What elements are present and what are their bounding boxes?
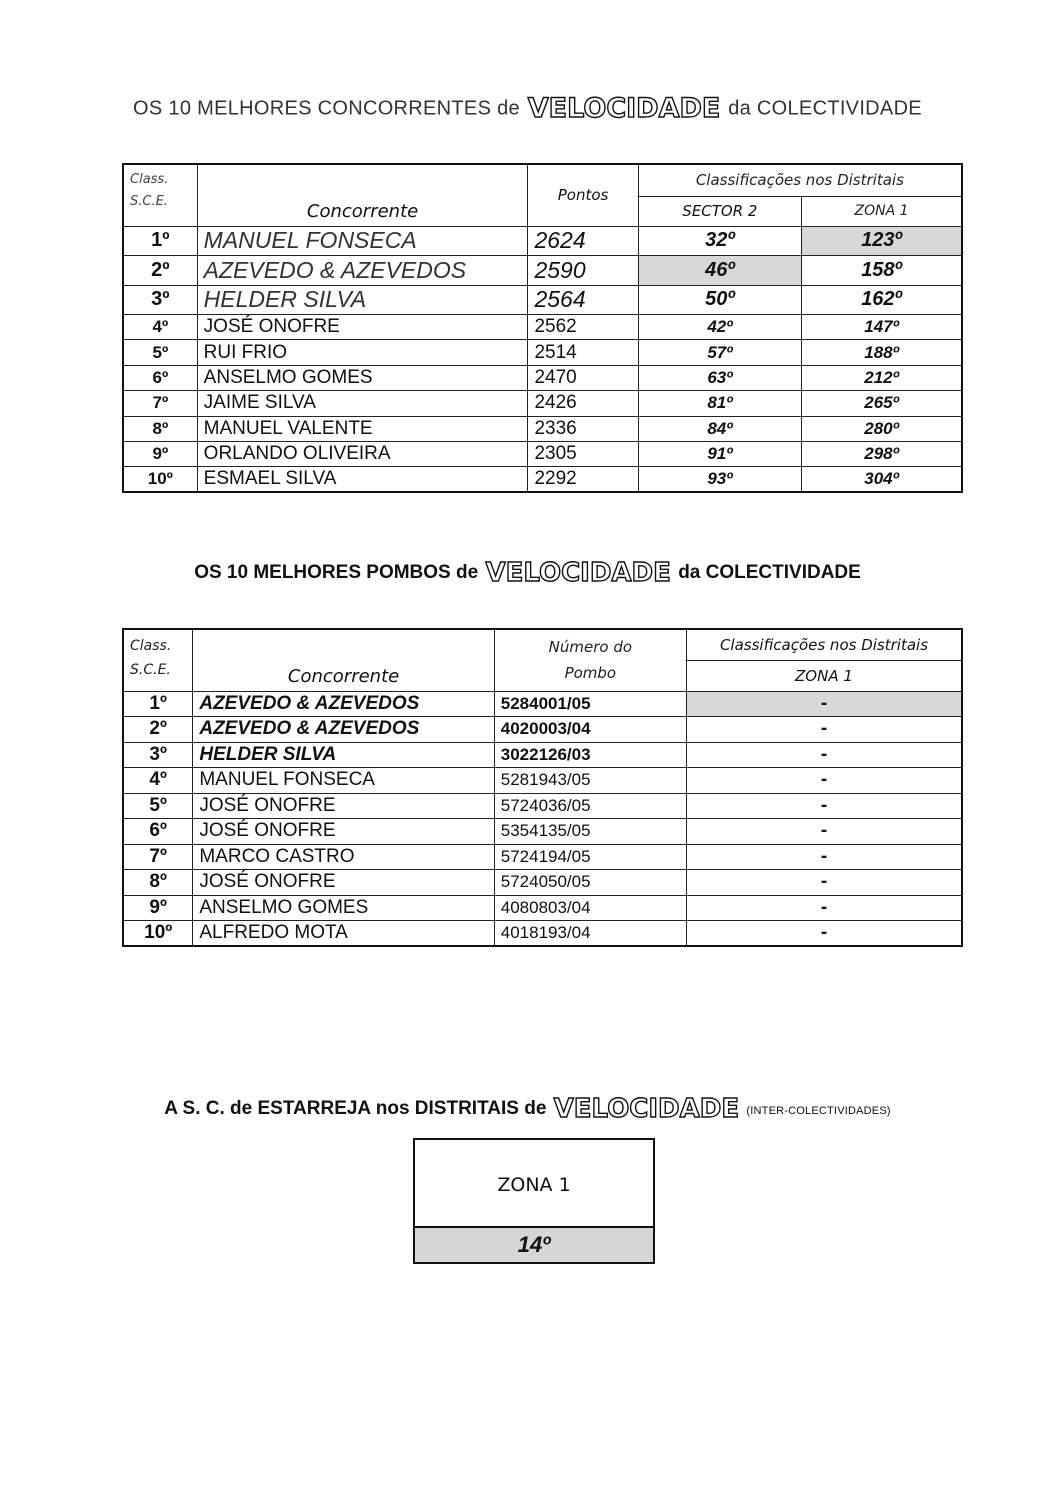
- competitor-row: [123, 256, 962, 286]
- competitor-name: ESMAEL SILVA: [197, 467, 528, 492]
- pigeon-ring-number: 5724050/05: [494, 870, 686, 896]
- district-zona-label: ZONA 1: [497, 1174, 571, 1196]
- pigeon-row: [123, 717, 962, 743]
- pigeon-zona-rank: -: [686, 921, 962, 947]
- pigeon-row: [123, 768, 962, 794]
- pigeon-position: 9º: [123, 895, 193, 921]
- class-header-line2: S.C.E.: [130, 194, 168, 209]
- pigeon-zona-rank: -: [686, 717, 962, 743]
- competitor-sector-rank: 84º: [638, 416, 801, 441]
- competitor-row: [123, 391, 962, 416]
- competitor-zona-rank: 280º: [802, 416, 962, 441]
- competitor-position: 7º: [123, 391, 197, 416]
- competitor-zona-rank: 298º: [802, 441, 962, 466]
- district-zona-value: 14º: [415, 1226, 653, 1262]
- competitor-points: 2514: [528, 340, 638, 365]
- competitor-row: [123, 226, 962, 256]
- zona-header-label: ZONA 1: [854, 203, 909, 219]
- competitor-row: [123, 285, 962, 315]
- competitor-sector-rank: 93º: [638, 467, 801, 492]
- competitor-position: 8º: [123, 416, 197, 441]
- pigeon-position: 6º: [123, 819, 193, 845]
- competitor-points: 2590: [528, 256, 638, 286]
- sector-header-label: SECTOR 2: [682, 201, 758, 220]
- competitor-row: [123, 467, 962, 492]
- pigeon-row: [123, 819, 962, 845]
- pigeon-position: 1º: [123, 691, 193, 717]
- pigeon-zona-rank: -: [686, 844, 962, 870]
- pigeon-ring-number: 4018193/04: [494, 921, 686, 947]
- competitors-header-row-1: [123, 164, 962, 196]
- competitor-position: 10º: [123, 467, 197, 492]
- competitor-row: [123, 340, 962, 365]
- competitor-name: ORLANDO OLIVEIRA: [197, 441, 528, 466]
- competitor-position: 1º: [123, 226, 197, 256]
- pigeons-heading: [0, 560, 1055, 586]
- competitor-sector-rank: 81º: [638, 391, 801, 416]
- competitor-points: 2564: [528, 285, 638, 315]
- competitor-zona-rank: 265º: [802, 391, 962, 416]
- competitor-row: [123, 441, 962, 466]
- pontos-header-label: Pontos: [557, 185, 609, 204]
- pigeon-ring-number: 5284001/05: [494, 691, 686, 717]
- competitor-name: MANUEL FONSECA: [197, 226, 528, 256]
- competitor-sector-rank: 32º: [638, 226, 801, 256]
- district-heading-note: (INTER-COLECTIVIDADES): [746, 1105, 891, 1118]
- pigeon-ring-number: 5281943/05: [494, 768, 686, 794]
- district-result-box: [413, 1138, 655, 1264]
- class-header-line1: Class.: [130, 172, 169, 187]
- pigeon-zona-rank: -: [686, 870, 962, 896]
- numero-header-line1: Número do: [548, 638, 633, 657]
- pigeon-position: 4º: [123, 768, 193, 794]
- competitor-zona-rank: 158º: [802, 256, 962, 286]
- competitor-zona-rank: 162º: [802, 285, 962, 315]
- competitor-sector-rank: 63º: [638, 365, 801, 390]
- competitor-sector-rank: 91º: [638, 441, 801, 466]
- pontos-header: [528, 164, 638, 226]
- pigeon-ring-number: 4020003/04: [494, 717, 686, 743]
- pigeon-class-header: [123, 629, 193, 691]
- numero-header: [494, 629, 686, 691]
- numero-header-line2: Pombo: [564, 664, 617, 683]
- pigeon-classificacoes-header-label: Classificações nos Distritais: [719, 635, 929, 654]
- pigeon-owner-name: ANSELMO GOMES: [193, 895, 494, 921]
- pigeon-owner-name: JOSÉ ONOFRE: [193, 819, 494, 845]
- competitor-name: ANSELMO GOMES: [197, 365, 528, 390]
- velocidade-logo: VELOCIDADE: [485, 558, 671, 588]
- pigeon-zona-header-label: ZONA 1: [795, 666, 853, 685]
- competitor-position: 6º: [123, 365, 197, 390]
- pigeon-position: 5º: [123, 793, 193, 819]
- pigeon-owner-name: MARCO CASTRO: [193, 844, 494, 870]
- pigeon-position: 10º: [123, 921, 193, 947]
- concorrente-header: [197, 164, 528, 226]
- pigeon-class-header-line2: S.C.E.: [130, 662, 171, 678]
- pigeon-class-header-line1: Class.: [130, 638, 172, 654]
- competitor-zona-rank: 304º: [802, 467, 962, 492]
- pigeon-zona-rank: -: [686, 895, 962, 921]
- pigeon-row: [123, 844, 962, 870]
- class-header: [123, 164, 197, 226]
- classificacoes-header: [638, 164, 962, 196]
- pigeon-row: [123, 793, 962, 819]
- competitor-name: JOSÉ ONOFRE: [197, 315, 528, 340]
- competitor-sector-rank: 42º: [638, 315, 801, 340]
- pigeon-zona-rank: -: [686, 793, 962, 819]
- competitor-zona-rank: 147º: [802, 315, 962, 340]
- competitor-sector-rank: 57º: [638, 340, 801, 365]
- competitor-sector-rank: 50º: [638, 285, 801, 315]
- pigeon-owner-name: JOSÉ ONOFRE: [193, 793, 494, 819]
- pigeon-ring-number: 5724036/05: [494, 793, 686, 819]
- pigeon-owner-name: AZEVEDO & AZEVEDOS: [193, 717, 494, 743]
- pigeon-ring-number: 3022126/03: [494, 742, 686, 768]
- pigeon-row: [123, 921, 962, 947]
- pigeon-concorrente-header-label: Concorrente: [287, 665, 400, 687]
- pigeon-zona-rank: -: [686, 691, 962, 717]
- district-heading: [0, 1096, 1055, 1122]
- competitors-heading: [0, 93, 1055, 124]
- competitors-heading-post: da COLECTIVIDADE: [728, 97, 922, 120]
- pigeon-zona-header: [686, 660, 962, 691]
- competitor-sector-rank: 46º: [638, 256, 801, 286]
- pigeon-row: [123, 691, 962, 717]
- competitor-zona-rank: 188º: [802, 340, 962, 365]
- pigeons-heading-post: da COLECTIVIDADE: [678, 562, 861, 584]
- pigeon-row: [123, 895, 962, 921]
- competitor-points: 2336: [528, 416, 638, 441]
- competitor-zona-rank: 123º: [802, 226, 962, 256]
- pigeon-ring-number: 5724194/05: [494, 844, 686, 870]
- pigeon-owner-name: ALFREDO MOTA: [193, 921, 494, 947]
- competitor-row: [123, 365, 962, 390]
- velocidade-logo: VELOCIDADE: [553, 1094, 740, 1124]
- competitor-position: 2º: [123, 256, 197, 286]
- pigeon-zona-rank: -: [686, 819, 962, 845]
- pigeons-table: [122, 628, 963, 947]
- pigeon-owner-name: JOSÉ ONOFRE: [193, 870, 494, 896]
- competitor-points: 2562: [528, 315, 638, 340]
- competitor-row: [123, 416, 962, 441]
- district-heading-pre: A S. C. de ESTARREJA nos DISTRITAIS de: [164, 1098, 547, 1120]
- sector-header: [638, 196, 801, 226]
- competitor-zona-rank: 212º: [802, 365, 962, 390]
- zona-header: [802, 196, 962, 226]
- competitor-points: 2624: [528, 226, 638, 256]
- pigeon-owner-name: MANUEL FONSECA: [193, 768, 494, 794]
- pigeon-ring-number: 4080803/04: [494, 895, 686, 921]
- pigeon-owner-name: HELDER SILVA: [193, 742, 494, 768]
- pigeon-position: 2º: [123, 717, 193, 743]
- competitor-name: MANUEL VALENTE: [197, 416, 528, 441]
- competitor-points: 2470: [528, 365, 638, 390]
- competitors-heading-pre: OS 10 MELHORES CONCORRENTES de: [133, 97, 520, 120]
- concorrente-header-label: Concorrente: [306, 200, 419, 222]
- pigeon-row: [123, 742, 962, 768]
- pigeon-position: 3º: [123, 742, 193, 768]
- pigeons-header-row-1: [123, 629, 962, 660]
- competitors-table: [122, 163, 963, 493]
- pigeon-row: [123, 870, 962, 896]
- pigeon-zona-rank: -: [686, 768, 962, 794]
- competitor-name: JAIME SILVA: [197, 391, 528, 416]
- competitor-name: RUI FRIO: [197, 340, 528, 365]
- pigeons-heading-pre: OS 10 MELHORES POMBOS de: [194, 562, 479, 584]
- pigeon-classificacoes-header: [686, 629, 962, 660]
- pigeon-zona-rank: -: [686, 742, 962, 768]
- competitor-row: [123, 315, 962, 340]
- pigeon-owner-name: AZEVEDO & AZEVEDOS: [193, 691, 494, 717]
- competitor-position: 5º: [123, 340, 197, 365]
- competitor-position: 3º: [123, 285, 197, 315]
- competitor-position: 9º: [123, 441, 197, 466]
- classificacoes-header-label: Classificações nos Distritais: [695, 170, 904, 189]
- pigeon-position: 8º: [123, 870, 193, 896]
- pigeon-position: 7º: [123, 844, 193, 870]
- competitor-points: 2426: [528, 391, 638, 416]
- competitor-points: 2292: [528, 467, 638, 492]
- competitor-position: 4º: [123, 315, 197, 340]
- pigeon-ring-number: 5354135/05: [494, 819, 686, 845]
- velocidade-logo: VELOCIDADE: [527, 93, 721, 124]
- competitor-name: HELDER SILVA: [197, 285, 528, 315]
- pigeon-concorrente-header: [193, 629, 494, 691]
- competitor-points: 2305: [528, 441, 638, 466]
- competitor-name: AZEVEDO & AZEVEDOS: [197, 256, 528, 286]
